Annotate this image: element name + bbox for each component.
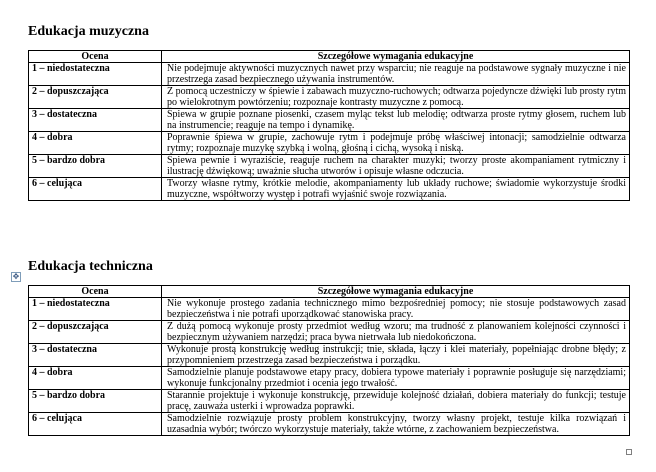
grade-cell: 4 – dobra <box>29 367 162 390</box>
section-title-techniczna: Edukacja techniczna <box>28 259 153 274</box>
requirement-cell: Nie podejmuje aktywności muzycznych nawet przy wsparciu; nie reaguje na podstawowe sygnały muzyczne i nie przestrzega zasad bezpiecznego używania instrumentów. <box>162 63 630 86</box>
table-row <box>29 155 630 178</box>
requirement-cell: Śpiewa pewnie i wyraziście, reaguje ruchem na charakter muzyki; tworzy proste akompaniament rytmiczny i ilustrację dźwiękową; uważnie słucha utworów i opisuje własne odczucia. <box>162 155 630 178</box>
requirement-cell: Samodzielnie planuje podstawowe etapy pracy, dobiera typowe materiały i poprawnie posługuje się narzędziami; wykonuje funkcjonalny przedmiot i ocenia jego trwałość. <box>162 367 630 390</box>
grade-cell: 3 – dostateczna <box>29 344 162 367</box>
requirements-table-techniczna <box>28 285 630 436</box>
table-row <box>29 298 630 321</box>
requirement-cell: Starannie projektuje i wykonuje konstrukcję, przewiduje kolejność działań, dobiera materiały do funkcji; testuje pracę, zauważa usterki i wprowadza poprawki. <box>162 390 630 413</box>
requirement-cell: Poprawnie śpiewa w grupie, zachowuje rytm i podejmuje próbę właściwej intonacji; samodzielnie odtwarza rytmy; rozpoznaje muzykę szybką i wolną, głośną i cichą, wysoką i niską. <box>162 132 630 155</box>
requirement-cell: Wykonuje prostą konstrukcję według instrukcji; tnie, składa, łączy i klei materiały, popełniając drobne błędy; z przypomnieniem przestrzega zasad bezpieczeństwa i porządku. <box>162 344 630 367</box>
grade-cell: 1 – niedostateczna <box>29 63 162 86</box>
requirement-cell: Z pomocą uczestniczy w śpiewie i zabawach muzyczno-ruchowych; odtwarza pojedyncze dźwięki lub prosty rytm po wielokrotnym powtórzeniu; rozpoznaje kontrasty muzyczne z pomocą. <box>162 86 630 109</box>
header-ocena: Ocena <box>29 286 162 298</box>
grade-cell: 6 – celująca <box>29 178 162 201</box>
table-row <box>29 109 630 132</box>
grade-cell: 2 – dopuszczająca <box>29 321 162 344</box>
header-ocena: Ocena <box>29 51 162 63</box>
table-row <box>29 390 630 413</box>
requirement-cell: Samodzielnie rozwiązuje prosty problem konstrukcyjny, tworzy własny projekt, testuje kilka rozwiązań i uzasadnia wybór; twórczo wykorzystuje materiały, także wtórne, z zachowaniem bezpieczeństwa. <box>162 413 630 436</box>
grade-cell: 5 – bardzo dobra <box>29 390 162 413</box>
table-row <box>29 367 630 390</box>
grade-cell: 3 – dostateczna <box>29 109 162 132</box>
table-row <box>29 344 630 367</box>
table-row <box>29 321 630 344</box>
table-resize-handle-icon[interactable] <box>626 449 632 455</box>
requirement-cell: Z dużą pomocą wykonuje prosty przedmiot według wzoru; ma trudność z planowaniem kolejności czynności i bezpiecznym używaniem narzędzi; praca bywa nietrwała lub niedokończona. <box>162 321 630 344</box>
table-header-row <box>29 51 630 63</box>
requirement-cell: Śpiewa w grupie poznane piosenki, czasem myląc tekst lub melodię; odtwarza proste rytmy głosem, ruchem lub na instrumencie; reaguje na tempo i dynamikę. <box>162 109 630 132</box>
header-wymagania: Szczegółowe wymagania edukacyjne <box>162 286 630 298</box>
requirement-cell: Nie wykonuje prostego zadania technicznego mimo bezpośredniej pomocy; nie stosuje podstawowych zasad bezpieczeństwa i nie potrafi uporządkować stanowiska pracy. <box>162 298 630 321</box>
grade-cell: 1 – niedostateczna <box>29 298 162 321</box>
requirement-cell: Tworzy własne rytmy, krótkie melodie, akompaniamenty lub układy ruchowe; świadomie wykorzystuje środki muzyczne, współtworzy występ i potrafi wyjaśnić swoje rozwiązania. <box>162 178 630 201</box>
table-row <box>29 413 630 436</box>
table-row <box>29 132 630 155</box>
table-row <box>29 63 630 86</box>
grade-cell: 2 – dopuszczająca <box>29 86 162 109</box>
table-move-handle-icon[interactable]: ✥ <box>12 272 20 281</box>
table-row <box>29 178 630 201</box>
table-row <box>29 86 630 109</box>
header-wymagania: Szczegółowe wymagania edukacyjne <box>162 51 630 63</box>
table-header-row <box>29 286 630 298</box>
grade-cell: 4 – dobra <box>29 132 162 155</box>
grade-cell: 5 – bardzo dobra <box>29 155 162 178</box>
grade-cell: 6 – celująca <box>29 413 162 436</box>
section-title-muzyczna: Edukacja muzyczna <box>28 24 149 39</box>
requirements-table-muzyczna <box>28 50 630 201</box>
